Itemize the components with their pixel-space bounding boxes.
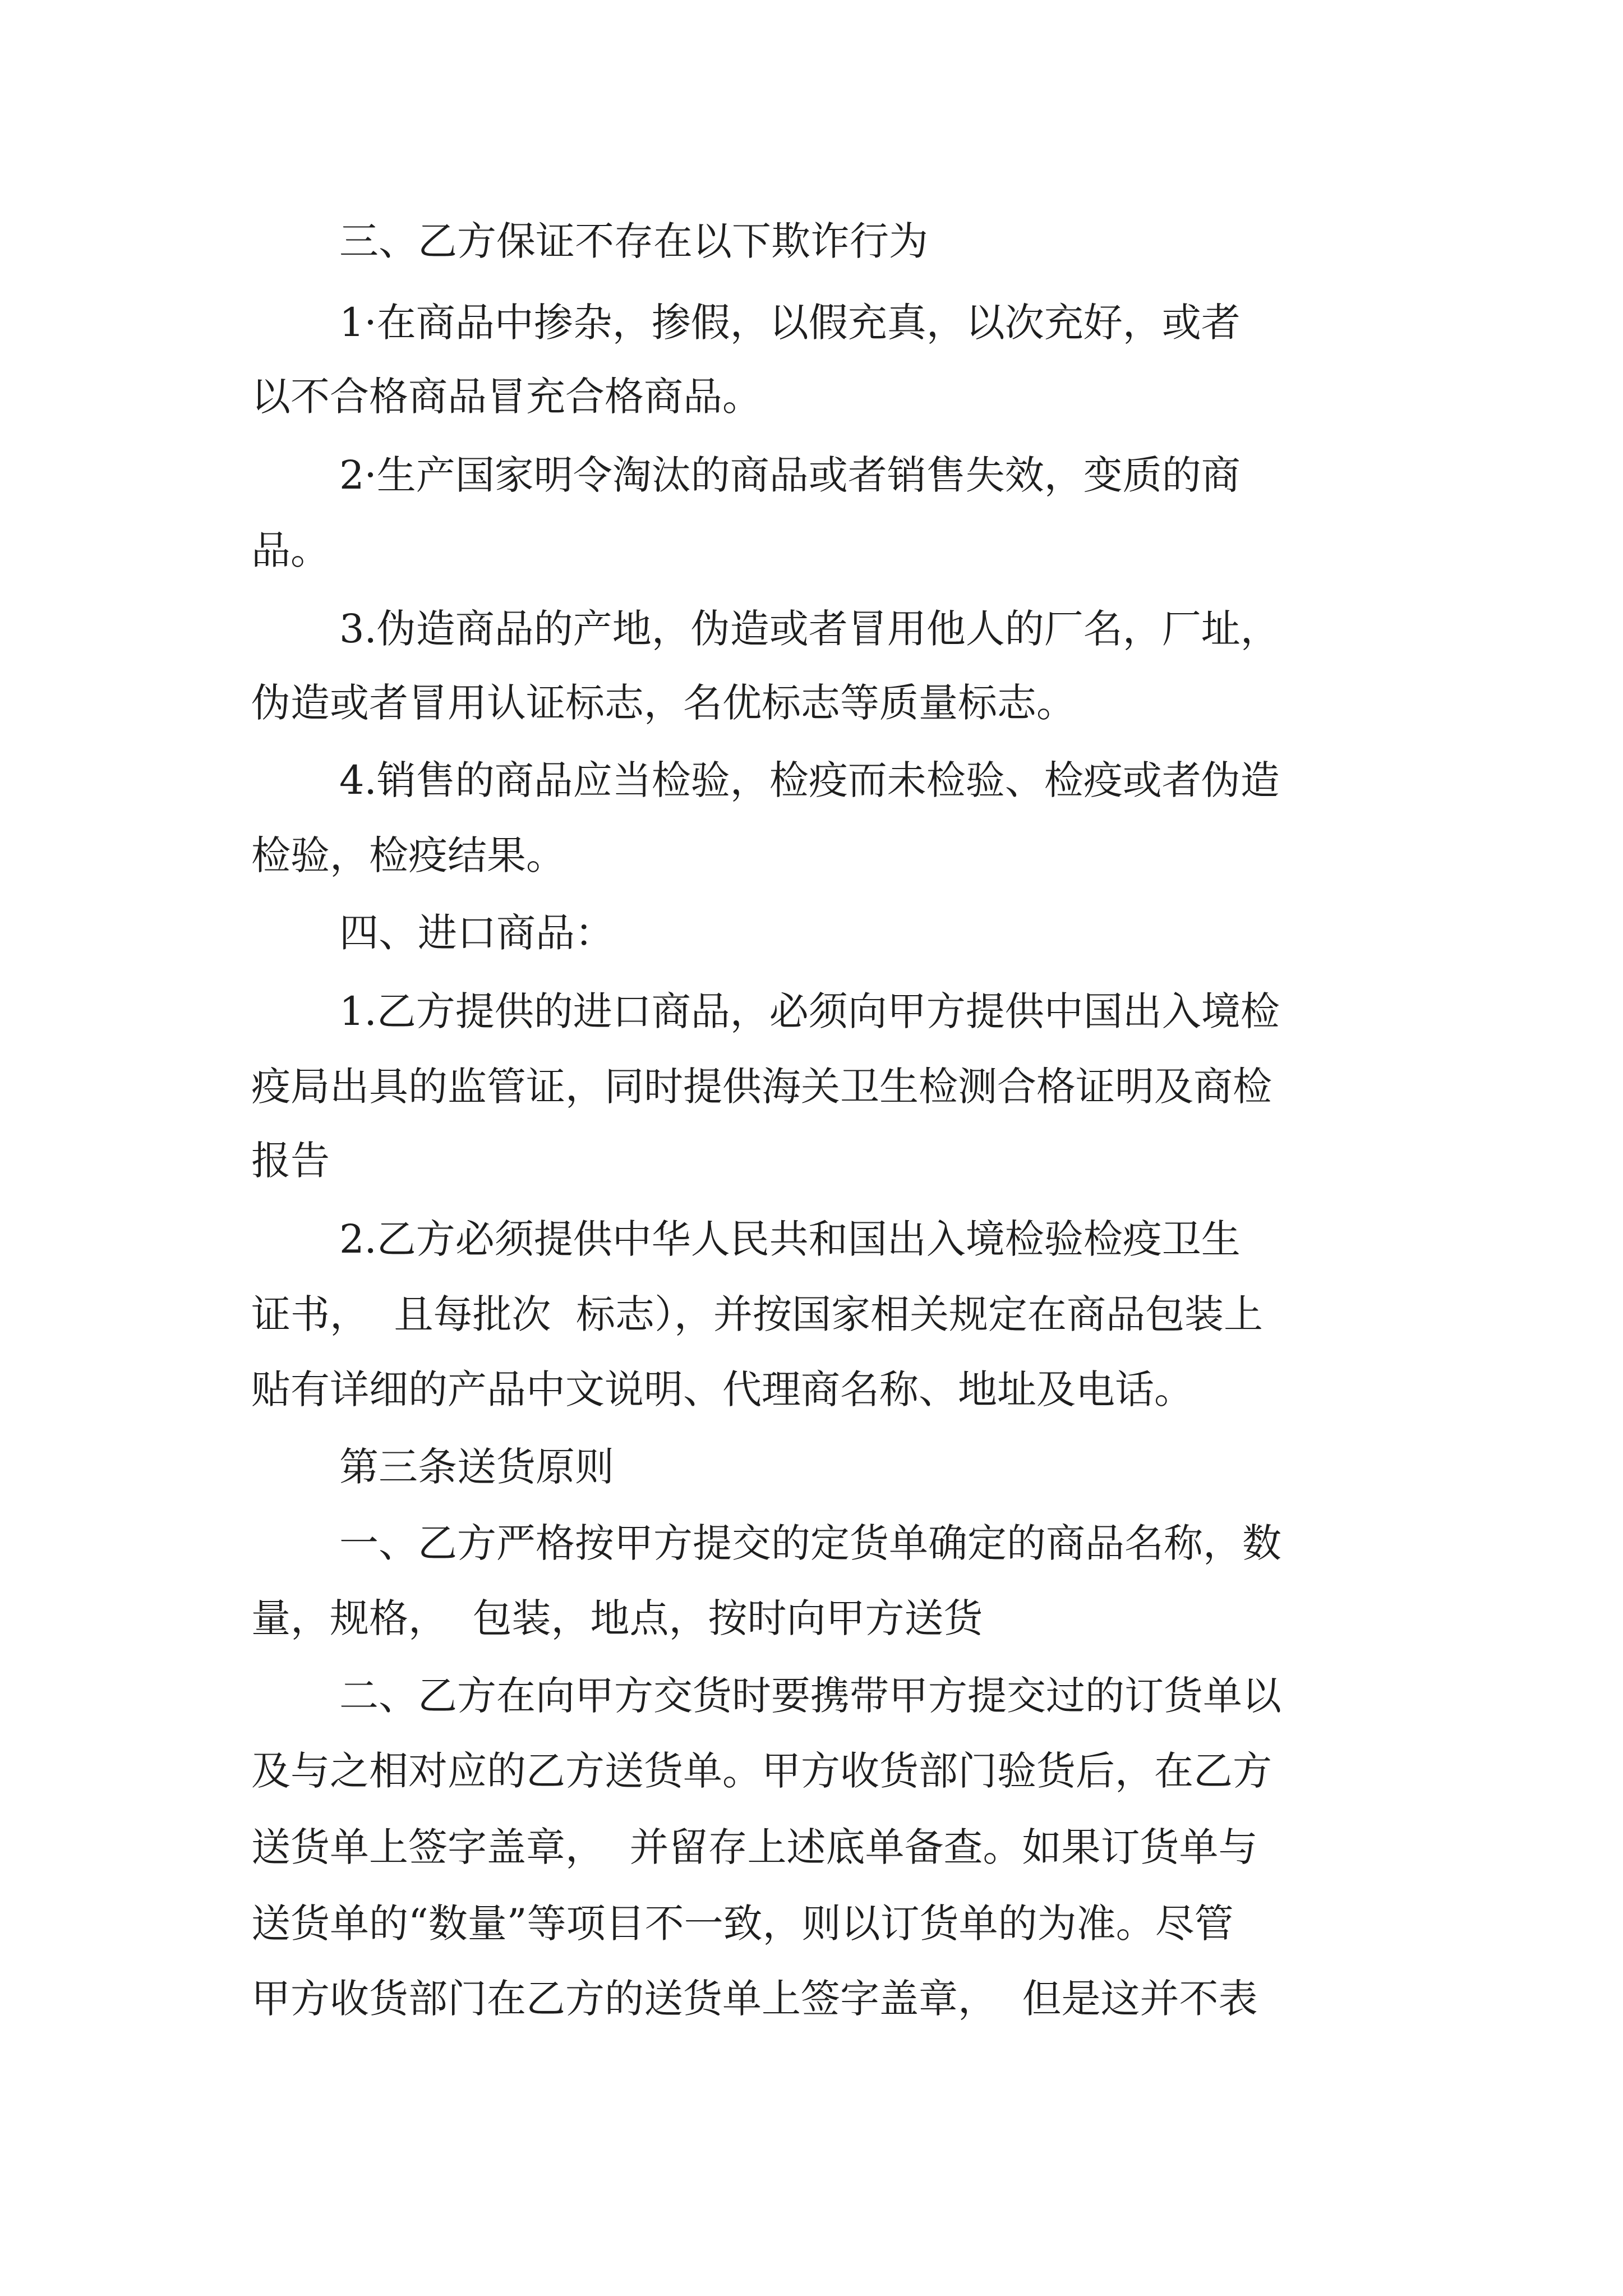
paragraph-line: 及与之相对应的乙方送货单。甲方收货部门验货后，在乙方 [251,1748,1272,1794]
paragraph-line: 报告 [251,1138,330,1184]
paragraph-line: 检验，检疫结果。 [251,832,565,878]
paragraph-line: 证书， 且每批次 标志），并按国家相关规定在商品包装上 [251,1291,1264,1337]
paragraph-line: 3.伪造商品的产地，伪造或者冒用他人的厂名，厂址， [339,606,1280,652]
heading-imported-goods: 四、进口商品： [339,910,614,956]
paragraph-line: 伪造或者冒用认证标志，名优标志等质量标志。 [251,680,1076,726]
paragraph-line: 二、乙方在向甲方交货时要携带甲方提交过的订货单以 [339,1673,1281,1719]
paragraph-line: 贴有详细的产品中文说明、代理商名称、地址及电话。 [251,1366,1193,1412]
heading-article-three: 第三条送货原则 [339,1444,614,1490]
paragraph-line: 送货单上签字盖章， 并留存上述底单备查。如果订货单与 [251,1824,1258,1870]
heading-fraud-guarantee: 三、乙方保证不存在以下欺诈行为 [339,218,928,264]
paragraph-line: 疫局出具的监管证，同时提供海关卫生检测合格证明及商检 [251,1064,1272,1110]
paragraph-line: 量，规格， 包装，地点，按时向甲方送货 [251,1595,983,1641]
paragraph-line: 4.销售的商品应当检验，检疫而未检验、检疫或者伪造 [339,757,1280,803]
paragraph-line: 2·生产国家明令淘汰的商品或者销售失效，变质的商 [339,452,1241,498]
paragraph-line: 一、乙方严格按甲方提交的定货单确定的商品名称，数 [339,1520,1281,1566]
paragraph-line: 以不合格商品冒充合格商品。 [251,374,762,420]
paragraph-line: 送货单的“数量”等项目不一致，则以订货单的为准。尽管 [251,1901,1234,1947]
paragraph-line: 1.乙方提供的进口商品，必须向甲方提供中国出入境检 [339,988,1280,1034]
paragraph-line: 品。 [251,527,330,573]
paragraph-line: 2.乙方必须提供中华人民共和国出入境检验检疫卫生 [339,1216,1241,1262]
paragraph-line: 1·在商品中掺杂，掺假，以假充真，以次充好，或者 [339,300,1241,346]
paragraph-line: 甲方收货部门在乙方的送货单上签字盖章， 但是这并不表 [251,1976,1258,2022]
